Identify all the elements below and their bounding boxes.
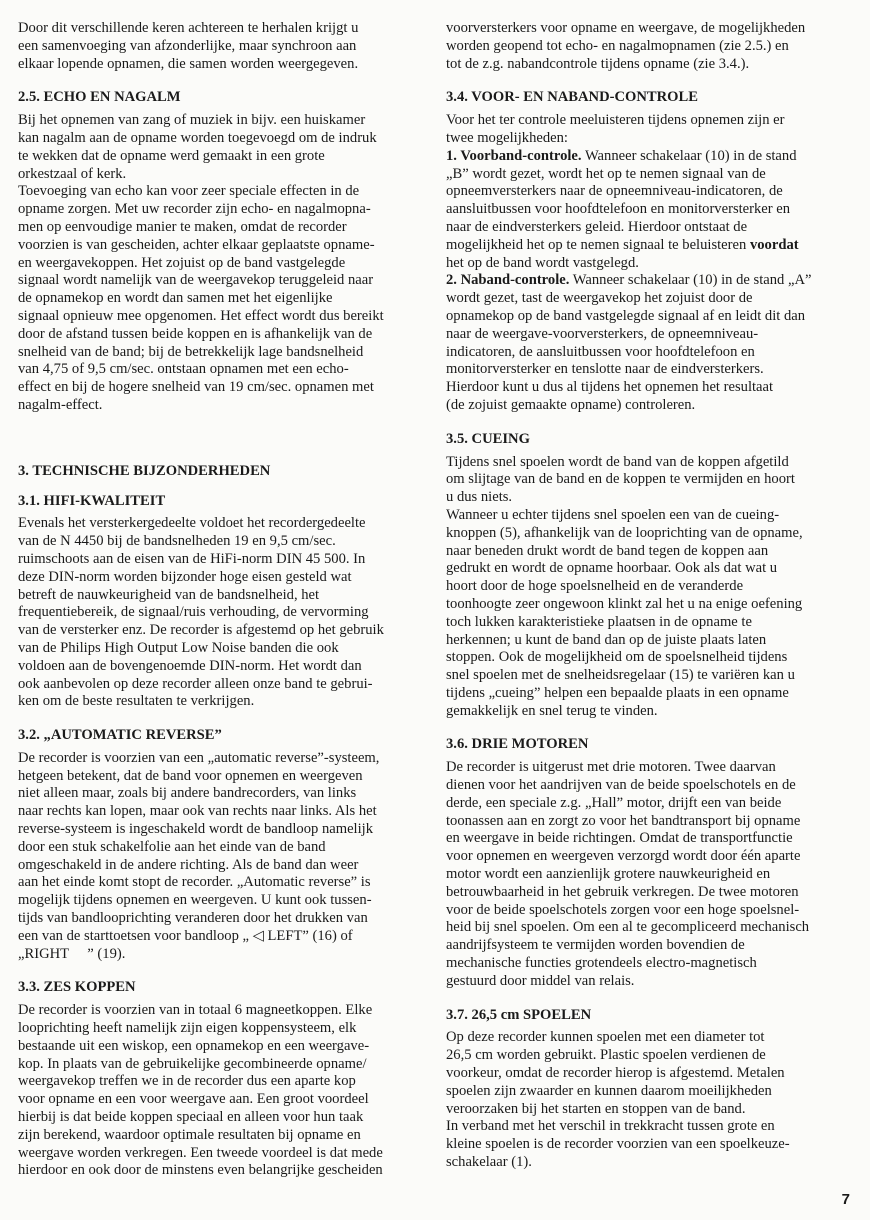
text-line: spoelen zijn zwaarder en kunnen daarom moeilijkheden — [446, 1082, 772, 1099]
text-line: toonassen aan en zorgt zo voor het bandtransport bij opname — [446, 812, 801, 829]
text-line: voor opname en een voor weergave aan. Een groot voordeel — [18, 1091, 369, 1108]
text-line: motor wordt een aanzienlijk grotere nauwkeurigheid en — [446, 866, 771, 883]
text-line: Tijdens snel spoelen wordt de band van de koppen afgetild — [446, 453, 789, 470]
text-line: door een stuk schakelfolie aan het einde van de band — [18, 838, 326, 855]
text-line: voorzien is van gescheiden, achter elkaar geplaatste opname- — [18, 236, 375, 253]
text-line: hierdoor en ook door de minstens even belangrijke gescheiden — [18, 1162, 383, 1179]
text-run: Wanneer schakelaar (10) in de stand — [581, 147, 797, 164]
text-line: de opnamekop en wordt dan samen met het eigenlijke — [18, 290, 333, 307]
text-line: Hierdoor kunt u dus al tijdens het opnemen het resultaat — [446, 379, 774, 396]
naband-controle-title: 2. Naband-controle. — [446, 272, 570, 289]
text-line: toch lukken karakteristieke plaatsen in de opname te — [446, 613, 752, 630]
text-line: mechanische functies grotendeels electro-magnetisch — [446, 955, 757, 972]
text-line: voldoen aan de bovengenoemde DIN-norm. Het wordt dan — [18, 657, 362, 674]
section-cueing — [446, 431, 850, 721]
text-line: voor de beide spoelschotels zorgen voor een hoge spoelsnel- — [446, 901, 800, 918]
text-line: worden geopend tot echo- en nagalmopnamen (zie 2.5.) en — [446, 37, 789, 54]
text-run: mogelijkheid het op te nemen signaal te beluisteren — [446, 236, 750, 253]
text-line: De recorder is voorzien van een „automatic reverse”-systeem, — [18, 749, 380, 766]
text-line: Wanneer u echter tijdens snel spoelen een van de cueing- — [446, 506, 780, 523]
text-line: reverse-systeem is ingeschakeld wordt de bandloop namelijk — [18, 821, 374, 838]
text-line: van 4,75 of 9,5 cm/sec. ontstaan opnamen met een echo- — [18, 361, 349, 378]
text-line: twee mogelijkheden: — [446, 129, 568, 146]
text-line: looprichting heeft namelijk zijn eigen koppensysteem, elk — [18, 1020, 357, 1037]
section-hifi-kwaliteit — [18, 493, 430, 712]
text-line: dienen voor het aandrijven van de beide spoelschotels en de — [446, 777, 796, 794]
text-line: opnamekop op de band vastgelegde signaal af en leidt dit dan — [446, 307, 806, 324]
text-line: wordt gezet, tast de weergavekop het zojuist door de — [446, 290, 753, 307]
text-line: elkaar lopende opnamen, die samen worden weergegeven. — [18, 55, 359, 72]
text-line: kan nagalm aan de opname worden toegevoegd om de indruk — [18, 129, 377, 146]
text-line: zijn berekend, waardoor optimale resultaten bij opname en — [18, 1126, 361, 1143]
section-heading: 3.1. HIFI-KWALITEIT — [18, 492, 166, 509]
section-drie-motoren — [446, 736, 850, 990]
emphasis-voordat: voordat — [749, 236, 799, 253]
text-line: en weergave in beide richtingen. Omdat de transportfunctie — [446, 830, 793, 847]
text-line: hoort door de hoge spoelsnelheid en de veranderde — [446, 578, 744, 595]
section-heading: 2.5. ECHO EN NAGALM — [18, 89, 181, 106]
text-line: deze DIN-norm worden bijzonder hoge eisen gesteld wat — [18, 568, 352, 585]
text-line: gedrukt en wordt de opname hoorbaar. Ook als dat wat u — [446, 560, 778, 577]
text-line: betrouwbaarheid in het gebruik verkregen. De twee motoren — [446, 883, 799, 900]
section-heading: 3.6. DRIE MOTOREN — [446, 736, 589, 753]
text-line: signaal opnieuw mee opgenomen. Het effect wordt dus bereikt — [18, 307, 384, 324]
text-line: In verband met het verschil in trekkracht tussen grote en — [446, 1118, 775, 1135]
text-line: aan het einde komt stopt de recorder. „Automatic reverse” is — [18, 874, 371, 891]
text-line: een samenvoeging van afzonderlijke, maar synchroon aan — [18, 37, 357, 54]
text-line: tijdens „cueing” helpen een bepaalde plaats in een opname — [446, 684, 789, 701]
text-line: opname zorgen. Met uw recorder zijn echo- en nagalmopna- — [18, 201, 371, 218]
text-line: naar de weergave-voorversterkers, de opneemniveau- — [446, 325, 759, 342]
text-line: niet alleen maar, zoals bij andere bandrecorders, van links — [18, 785, 357, 802]
text-line: van de N 4450 bij de bandsnelheden 19 en 9,5 cm/sec. — [18, 533, 336, 550]
text-line: stoppen. Ook de mogelijkheid om de spoelsnelheid tijdens — [446, 649, 788, 666]
text-line: Op deze recorder kunnen spoelen met een diameter tot — [446, 1029, 765, 1046]
text-line: voor opnemen en weergeven verzorgd wordt door één aparte — [446, 848, 801, 865]
right-column — [446, 20, 850, 1172]
text-line: weergave worden verkregen. Een tweede voordeel is dat mede — [18, 1144, 383, 1161]
text-line: gestuurd door middel van relais. — [446, 972, 635, 989]
continued-paragraph — [446, 20, 850, 73]
text-line: Bij het opnemen van zang of muziek in bijv. een huiskamer — [18, 112, 366, 129]
intro-paragraph — [18, 20, 430, 73]
text-line: snelheid van de band; bij de betrekkelijk lage bandsnelheid — [18, 343, 364, 360]
text-line: schakelaar (1). — [446, 1154, 532, 1171]
text-line: De recorder is voorzien van in totaal 6 magneetkoppen. Elke — [18, 1002, 373, 1019]
text-line: nagalm-effect. — [18, 396, 103, 413]
text-line: kop. In plaats van de gebruikelijke gecombineerde opname/ — [18, 1055, 367, 1072]
text-line: en weergavekoppen. Het zojuist op de band vastgelegde — [18, 254, 346, 271]
voorband-controle-title: 1. Voorband-controle. — [446, 147, 582, 164]
text-line: tot de z.g. nabandcontrole tijdens opname (zie 3.4.). — [446, 55, 750, 72]
text-line: heid bij snel spoelen. Om een al te gecompliceerd mechanisch — [446, 919, 810, 936]
text-line: u dus niets. — [446, 489, 513, 506]
text-line: om slijtage van de band en de koppen te vermijden en hoort — [446, 471, 795, 488]
text-line: van de Philips High Output Low Noise banden die ook — [18, 639, 339, 656]
text-line: veroorzaken bij het starten en stoppen van de band. — [446, 1100, 746, 1117]
text-line: „RIGHT ” (19). — [18, 945, 126, 962]
text-line: bestaande uit een wiskop, een opnamekop en een weergave- — [18, 1037, 370, 1054]
section-automatic-reverse — [18, 727, 430, 963]
section-heading: 3.4. VOOR- EN NABAND-CONTROLE — [446, 89, 699, 106]
text-line: Evenals het versterkergedeelte voldoet het recordergedeelte — [18, 515, 366, 532]
text-line: men op eenvoudige manier te maken, omdat de recorder — [18, 218, 347, 235]
text-line: indicatoren, de aansluitbussen voor hoofdtelefoon en — [446, 343, 755, 360]
text-line: Toevoeging van echo kan voor zeer speciale effecten in de — [18, 183, 360, 200]
section-voor-naband-controle — [446, 89, 850, 414]
text-line: Voor het ter controle meeluisteren tijdens opnemen zijn er — [446, 112, 785, 129]
text-line: knoppen (5), afhankelijk van de looprichting van de opname, — [446, 524, 803, 541]
text-line: voorversterkers voor opname en weergave, de mogelijkheden — [446, 20, 806, 36]
text-line: mogelijk tijdens opnemen en weergeven. U kunt ook tussen- — [18, 892, 372, 909]
section-heading: 3.2. „AUTOMATIC REVERSE” — [18, 727, 222, 744]
section-heading: 3.7. 26,5 cm SPOELEN — [446, 1006, 592, 1023]
text-line: hetgeen betekent, dat de band voor opnemen en weergeven — [18, 767, 363, 784]
text-line: het op de band wordt vastgelegd. — [446, 254, 639, 271]
text-line: opneemversterkers naar de opneemniveau-indicatoren, de — [446, 183, 783, 200]
text-line: naar beneden drukt wordt de band tegen de koppen aan — [446, 542, 769, 559]
text-line: De recorder is uitgerust met drie motoren. Twee daarvan — [446, 759, 776, 776]
text-line: orkestzaal of kerk. — [18, 165, 127, 182]
text-line: te wekken dat de opname werd gemaakt in een grote — [18, 147, 325, 164]
text-line: ook aanbevolen op deze recorder alleen onze band te gebrui- — [18, 675, 373, 692]
text-line: omgeschakeld in de andere richting. Als de band dan weer — [18, 856, 359, 873]
text-line: snel spoelen met de snelheidsregelaar (15) te variëren kan u — [446, 667, 795, 684]
left-column — [18, 20, 430, 1180]
text-line: tijds van bandlooprichting veranderen door het drukken van — [18, 910, 368, 927]
text-line: hierbij is dat beide koppen speciaal en alleen voor hun taak — [18, 1109, 364, 1126]
text-line: derde, een speciale z.g. „Hall” motor, drijft een van beide — [446, 794, 782, 811]
section-heading: 3.5. CUEING — [446, 430, 530, 447]
text-line: van de versterker enz. De recorder is afgestemd op het gebruik — [18, 622, 384, 639]
text-line: gemakkelijk en snel terug te vinden. — [446, 702, 658, 719]
text-line — [446, 148, 850, 166]
text-line: betreft de nauwkeurigheid van de bandsnelheid, het — [18, 586, 320, 603]
text-line: voorkeur, omdat de recorder hierop is afgestemd. Metalen — [446, 1065, 785, 1082]
text-line: signaal wordt namelijk van de weergavekop teruggeleid naar — [18, 272, 374, 289]
text-line: effect en bij de hogere snelheid van 19 cm/sec. opnamen met — [18, 379, 374, 396]
text-line: naar de eindversterkers geleid. Hierdoor ontstaat de — [446, 218, 748, 235]
page-number: 7 — [841, 1191, 850, 1208]
section-heading: 3.3. ZES KOPPEN — [18, 979, 136, 996]
section-spoelen — [446, 1007, 850, 1172]
text-line: ruimschoots aan de eisen van de HiFi-norm DIN 45 500. In — [18, 550, 366, 567]
text-line: naar rechts kan lopen, maar ook van rechts naar links. Als het — [18, 803, 377, 820]
text-line: een van de starttoetsen voor bandloop „ ◁ LEFT” (16) of — [18, 927, 353, 944]
text-line — [446, 237, 850, 255]
text-line: „B” wordt gezet, wordt het op te nemen signaal van de — [446, 165, 766, 182]
text-line: 26,5 cm worden gebruikt. Plastic spoelen verdienen de — [446, 1047, 766, 1064]
text-line: aandrijfsysteem te vermijden worden bovendien de — [446, 937, 745, 954]
text-line: kleine spoelen is de recorder voorzien van een spoelkeuze- — [446, 1136, 790, 1153]
text-line: frequentiebereik, de signaal/ruis verhouding, de vervorming — [18, 604, 369, 621]
text-run: Wanneer schakelaar (10) in de stand „A” — [569, 272, 812, 289]
text-line — [446, 272, 850, 290]
text-line: toonhoogte zeer ongewoon klinkt zal het u na enige oefening — [446, 595, 803, 612]
section-zes-koppen — [18, 979, 430, 1180]
text-line: Door dit verschillende keren achtereen te herhalen krijgt u — [18, 20, 359, 36]
text-line: aansluitbussen voor hoofdtelefoon en monitorversterker en — [446, 201, 791, 218]
text-line: ken om de beste resultaten te verkrijgen. — [18, 693, 255, 710]
text-line: weergavekop treffen we in de recorder dus een aparte kop — [18, 1073, 356, 1090]
text-line: (de zojuist gemaakte opname) controleren. — [446, 396, 696, 413]
text-line: door de afstand tussen beide koppen en is afhankelijk van de — [18, 325, 373, 342]
section-echo-nagalm — [18, 89, 430, 414]
text-line: monitorversterker en tenslotte naar de eindversterkers. — [446, 361, 764, 378]
text-line: herkennen; u kunt de band dan op de juiste plaats laten — [446, 631, 767, 648]
chapter-heading: 3. TECHNISCHE BIJZONDERHEDEN — [18, 462, 271, 479]
